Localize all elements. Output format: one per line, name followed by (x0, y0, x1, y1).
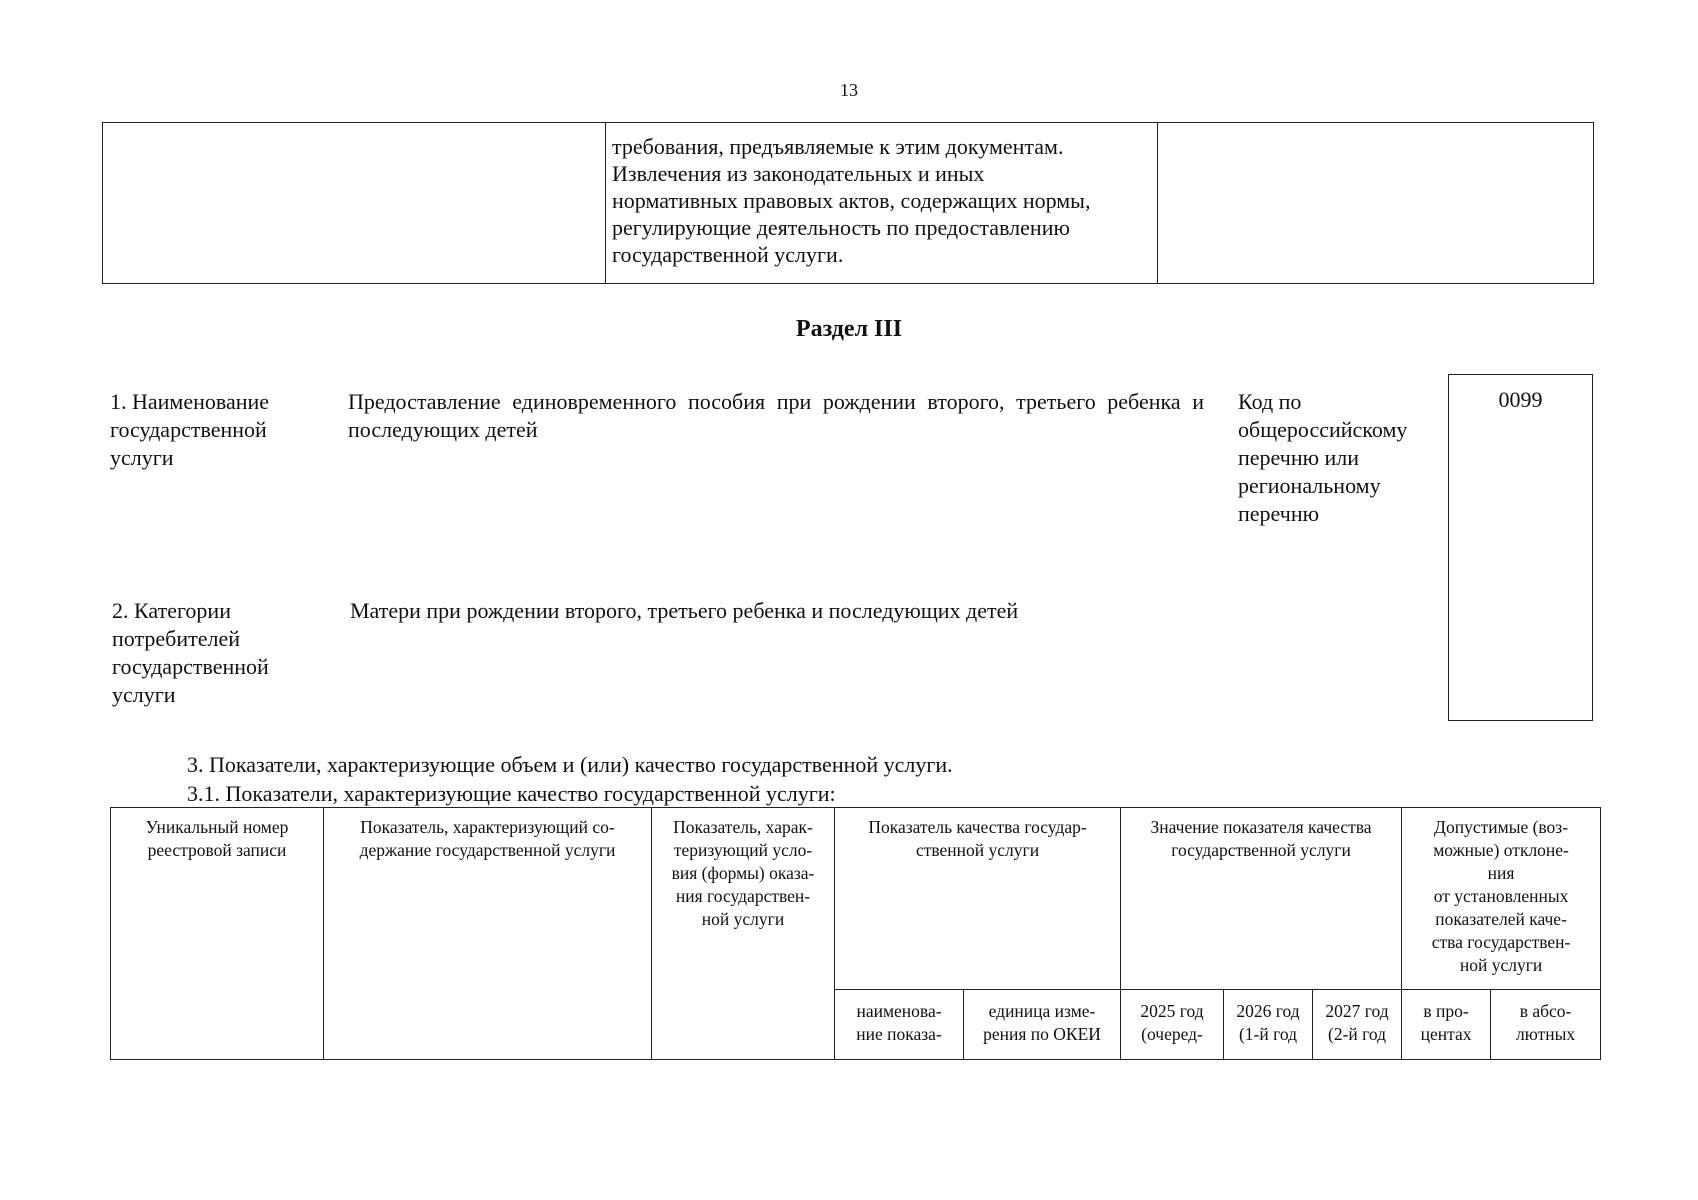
continuation-line: регулирующие деятельность по предоставлению (612, 215, 1070, 240)
paragraph-3: 3. Показатели, характеризующие объем и (или) качество государственной услуги. (187, 752, 953, 777)
subheader-line: лютных (1516, 1024, 1576, 1044)
consumers-value: Матери при рождении второго, третьего ребенка и последующих детей (350, 598, 1019, 623)
header-content-indicator (324, 808, 652, 1060)
label-line: государственной (112, 654, 269, 679)
header-line: Показатель качества государ- (868, 817, 1087, 837)
label-line: государственной (110, 417, 267, 442)
header-line: ния государствен- (675, 886, 811, 906)
subheader-line: (очеред- (1141, 1024, 1203, 1044)
consumers-label (112, 597, 312, 709)
header-line: ной услуги (701, 909, 785, 929)
continuation-line: государственной услуги. (612, 242, 844, 267)
continuation-cell-right (1158, 123, 1593, 283)
header-line: ной услуги (1459, 955, 1543, 975)
subheader-year-2027 (1313, 990, 1402, 1060)
paragraph-3-1: 3.1. Показатели, характеризующие качество государственной услуги: (187, 781, 836, 806)
subheader-okei-unit (964, 990, 1121, 1060)
header-line: ства государствен- (1431, 932, 1571, 952)
subheader-line: единица изме- (988, 1001, 1096, 1021)
subheader-line: 2025 год (1140, 1001, 1204, 1021)
header-line: теризующий усло- (673, 840, 813, 860)
header-line: Уникальный номер (145, 817, 289, 837)
service-name-label (110, 388, 310, 472)
continuation-line: требования, предъявляемые к этим документам. (612, 134, 1064, 159)
label-line: 1. Наименование (110, 389, 270, 414)
header-registry-number (111, 808, 324, 1060)
label-line: 2. Категории (112, 598, 231, 623)
subheader-line: в абсо- (1519, 1001, 1572, 1021)
header-line: ния (1487, 863, 1515, 883)
header-line: показателей каче- (1435, 909, 1567, 929)
header-line: Показатель, характеризующий со- (360, 817, 615, 837)
label-line: услуги (110, 445, 174, 470)
subheader-line: (1-й год (1238, 1024, 1298, 1044)
subheader-percent (1402, 990, 1491, 1060)
code-label (1238, 388, 1438, 528)
label-line: общероссийскому (1238, 417, 1408, 442)
subheader-line: рения по ОКЕИ (983, 1024, 1101, 1044)
label-line: перечню (1238, 501, 1320, 526)
code-value: 0099 (1498, 387, 1543, 412)
subheader-absolute (1491, 990, 1601, 1060)
header-line: можные) отклоне- (1433, 840, 1569, 860)
header-quality-indicator (835, 808, 1121, 990)
section-title: Раздел III (795, 316, 903, 342)
continuation-table (102, 122, 1594, 284)
header-line: Значение показателя качества (1150, 817, 1372, 837)
subheader-line: (2-й год (1328, 1024, 1387, 1044)
header-line: держание государственной услуги (359, 840, 616, 860)
subheader-indicator-name (835, 990, 964, 1060)
label-line: перечню или (1238, 445, 1360, 470)
header-line: ственной услуги (915, 840, 1040, 860)
page-number: 13 (840, 80, 858, 100)
label-line: Код по (1238, 389, 1302, 414)
label-line: потребителей (112, 626, 240, 651)
header-line: государственной услуги (1171, 840, 1351, 860)
code-box (1448, 374, 1593, 721)
continuation-cell-left (103, 123, 606, 283)
continuation-cell-middle (606, 123, 1158, 283)
header-line: Показатель, харак- (673, 817, 813, 837)
header-line: Допустимые (воз- (1434, 817, 1569, 837)
header-quality-value (1121, 808, 1402, 990)
quality-indicators-table (110, 807, 1601, 1060)
label-line: услуги (112, 682, 176, 707)
subheader-line: 2027 год (1325, 1001, 1389, 1021)
service-name-value: Предоставление единовременного пособия при рождении второго, третьего ребенка и последующих детей (348, 389, 1204, 442)
subheader-line: центах (1420, 1024, 1472, 1044)
subheader-line: ние показа- (856, 1024, 942, 1044)
subheader-year-2025 (1121, 990, 1224, 1060)
continuation-line: Извлечения из законодательных и иных (612, 161, 985, 186)
header-conditions-indicator (652, 808, 835, 1060)
subheader-line: 2026 год (1236, 1001, 1300, 1021)
subheader-year-2026 (1224, 990, 1313, 1060)
label-line: региональному (1238, 473, 1381, 498)
subheader-line: в про- (1423, 1001, 1469, 1021)
header-line: вия (формы) оказа- (671, 863, 815, 883)
header-allowed-deviations (1402, 808, 1601, 990)
table-header-row (111, 808, 1601, 990)
header-line: от установленных (1433, 886, 1569, 906)
continuation-line: нормативных правовых актов, содержащих нормы, (612, 188, 1091, 213)
subheader-line: наименова- (856, 1001, 942, 1021)
header-line: реестровой записи (147, 840, 287, 860)
